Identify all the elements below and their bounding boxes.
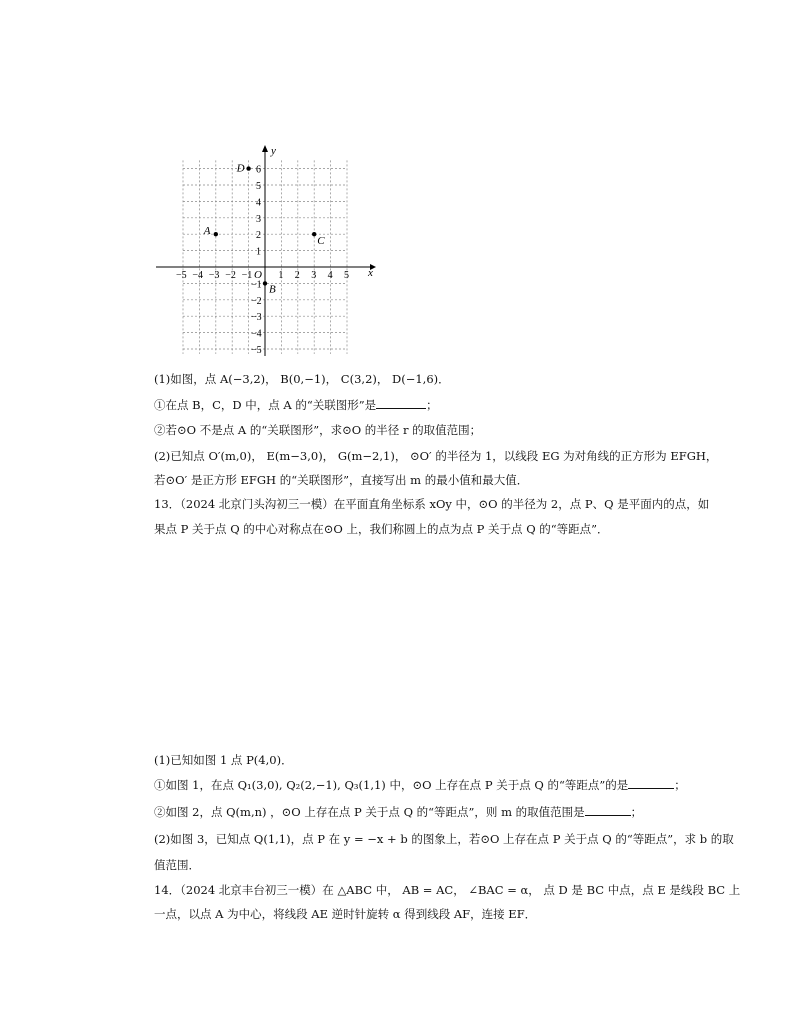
q13-part1-question1: ①如图 1，在点 Q₁(3,0), Q₂(2,−1), Q₃(1,1) 中，⊙O 上存在点 P 关于点 Q 的“等距点”的是 ； xyxy=(154,778,686,792)
answer-blank-2[interactable] xyxy=(628,778,674,789)
x-axis-label: x xyxy=(368,267,373,279)
y-tick-label: −2 xyxy=(251,295,262,307)
point-label-c: C xyxy=(317,235,325,248)
y-tick-label: −5 xyxy=(251,345,262,356)
x-tick-label: 2 xyxy=(294,270,300,281)
y-tick-label: −4 xyxy=(251,328,262,340)
y-tick-label: 5 xyxy=(256,181,261,192)
q13-part2-line1: (2)如图 3，已知点 Q(1,1)，点 P 在 y = −x + b 的图象上，若⊙O 上存在点 P 关于点 Q 的“等距点”，求 b 的取 xyxy=(154,832,734,846)
x-tick-label: −4 xyxy=(192,270,204,281)
x-tick-label: 4 xyxy=(327,270,333,281)
x-tick-label: −1 xyxy=(241,270,253,281)
question14-line1: 14．（2024 北京丰台初三一模）在 △ABC 中， AB = AC， ∠BAC = α， 点 D 是 BC 中点，点 E 是线段 BC 上 xyxy=(154,883,741,897)
q13-part2-line2: 值范围． xyxy=(154,858,200,872)
point-markers xyxy=(203,163,325,296)
point-label-a: A xyxy=(203,225,211,238)
point-b xyxy=(263,281,267,285)
q13-part1-question2: ②如图 2，点 Q(m,n) ，⊙O 上存在点 P 关于点 Q 的“等距点”，则 m 的取值范围是 ； xyxy=(154,805,643,819)
part1-intro: (1)如图，点 A(−3,2)， B(0,−1)， C(3,2)， D(−1,6)． xyxy=(154,372,450,386)
x-tick-label: −3 xyxy=(208,270,220,281)
x-tick-label: 5 xyxy=(344,270,349,281)
y-tick-label: −3 xyxy=(251,312,262,324)
y-tick-label: 1 xyxy=(256,246,261,258)
part1-question1: ①在点 B，C，D 中，点 A 的“关联图形”是 ； xyxy=(154,398,438,412)
part1-question2: ②若⊙O 不是点 A 的“关联图形”，求⊙O 的半径 r 的取值范围； xyxy=(154,423,482,437)
answer-blank-1[interactable] xyxy=(376,398,426,409)
y-tick-labels xyxy=(251,165,262,356)
x-tick-labels xyxy=(176,270,349,281)
part2-line2: 若⊙O′ 是正方形 EFGH 的“关联图形”，直接写出 m 的最小值和最大值． xyxy=(154,473,529,487)
part2-line1: (2)已知点 O′(m,0)， E(m−3,0)， G(m−2,1)， ⊙O′ 的半径为 1，以线段 EG 为对角线的正方形为 EFGH， xyxy=(154,449,718,463)
question14-line2: 一点，以点 A 为中心，将线段 AE 逆时针旋转 α 得到线段 AF，连接 EF． xyxy=(154,907,537,921)
q13-part1-intro: (1)已知如图 1 点 P(4,0)． xyxy=(154,753,293,767)
point-a xyxy=(214,232,218,236)
y-tick-label: 2 xyxy=(256,230,261,242)
x-tick-label: −2 xyxy=(225,270,236,281)
question13-line2: 果点 P 关于点 Q 的中心对称点在⊙O 上，我们称圆上的点为点 P 关于点 Q 的“等距点”． xyxy=(154,522,609,536)
x-tick-label: 3 xyxy=(311,270,317,281)
y-tick-label: 3 xyxy=(256,213,261,225)
point-c xyxy=(312,232,316,236)
point-label-b: B xyxy=(269,283,276,296)
point-label-d: D xyxy=(236,162,245,175)
y-tick-label: −1 xyxy=(251,279,262,291)
y-tick-label: 6 xyxy=(256,164,261,176)
origin-label: O xyxy=(254,269,262,281)
coordinate-graph xyxy=(150,140,380,365)
y-axis-arrow xyxy=(262,145,268,152)
y-tick-label: 4 xyxy=(256,197,261,209)
answer-blank-3[interactable] xyxy=(585,805,631,816)
x-tick-label: −5 xyxy=(176,270,187,281)
x-tick-label: 1 xyxy=(278,270,284,281)
question13-line1: 13．（2024 北京门头沟初三一模）在平面直角坐标系 xOy 中，⊙O 的半径为 2，点 P、Q 是平面内的点，如 xyxy=(154,497,710,511)
point-d xyxy=(246,166,250,170)
y-axis-label: y xyxy=(271,145,276,157)
